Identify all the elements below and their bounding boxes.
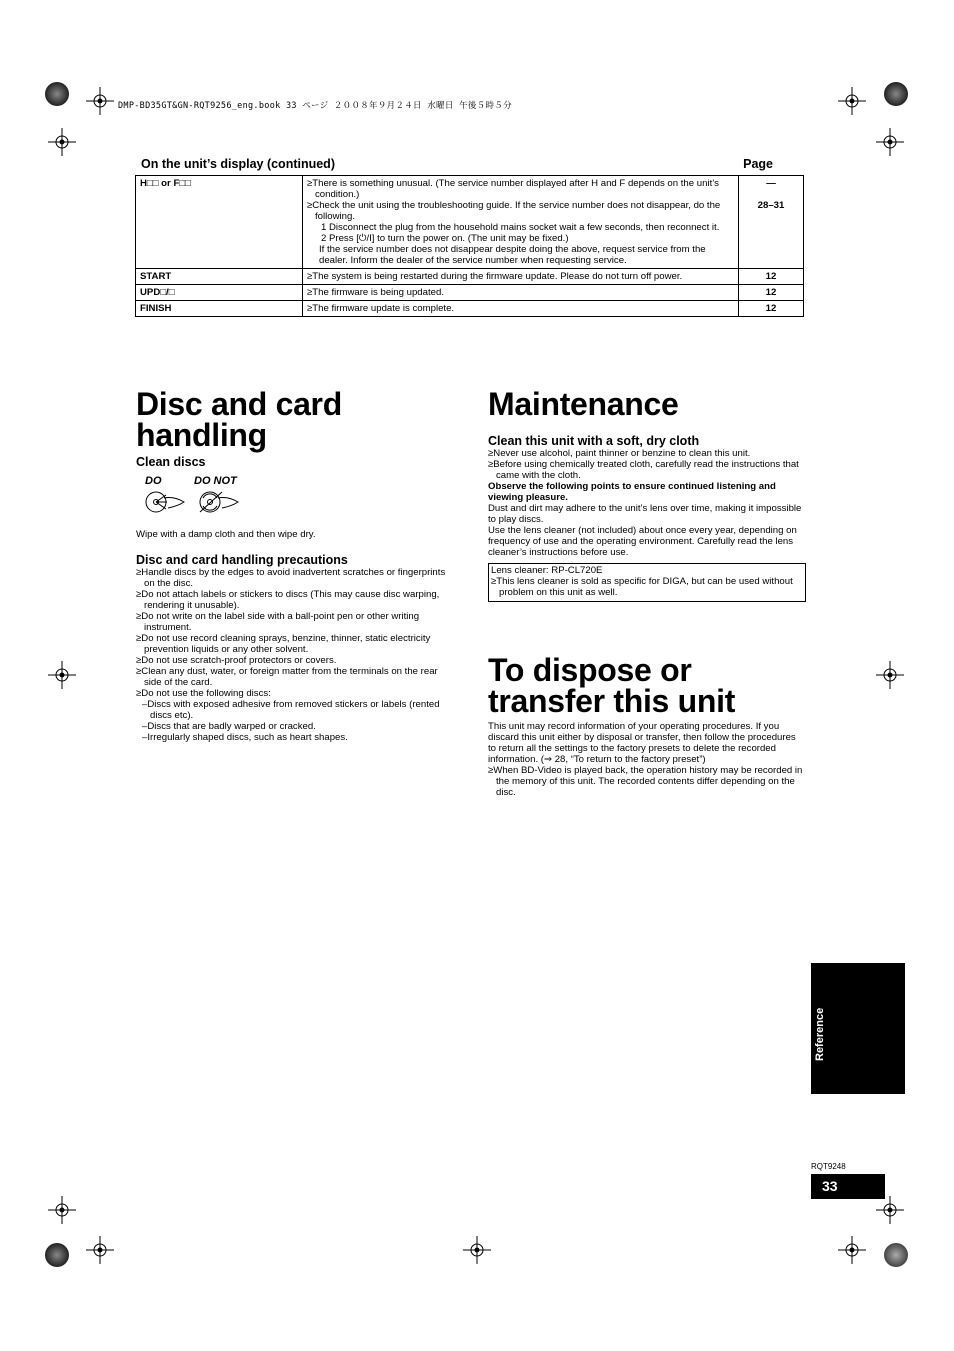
description-cell — [303, 176, 739, 269]
document-code: RQT9248 — [811, 1162, 846, 1171]
list-item: ≥Do not use the following discs: — [136, 688, 271, 699]
maintenance-title: Maintenance — [488, 386, 679, 422]
registration-dot-icon — [45, 82, 69, 106]
lens-cleaner-label: Lens cleaner: RP-CL720E — [491, 565, 603, 576]
table-heading — [141, 157, 773, 171]
list-item: ≥When BD-Video is played back, the operation history may be recorded in the memory of this unit. The recorded contents differ depending on the disc. — [488, 765, 803, 798]
precautions-heading: Disc and card handling precautions — [136, 553, 348, 567]
description-cell: ≥The firmware update is complete. — [303, 301, 739, 317]
list-item: ≥Never use alcohol, paint thinner or benzine to clean this unit. — [488, 448, 751, 459]
display-table — [135, 175, 804, 317]
list-item: ≥Do not use scratch-proof protectors or covers. — [136, 655, 337, 666]
table-row — [136, 285, 804, 301]
code-cell: H□□ or F□□ — [136, 176, 303, 269]
code-cell: FINISH — [136, 301, 303, 317]
crop-mark-icon — [48, 128, 76, 156]
crop-mark-icon — [48, 1196, 76, 1224]
list-item: –Discs that are badly warped or cracked. — [142, 721, 316, 732]
list-item: ≥This lens cleaner is sold as specific for DIGA, but can be used without problem on this unit as well. — [491, 576, 793, 598]
bold-note: Observe the following points to ensure continued listening and viewing pleasure. — [488, 481, 776, 503]
do-label: DO — [145, 475, 162, 487]
page-number: 33 — [811, 1174, 885, 1199]
dispose-section — [488, 652, 806, 798]
table-row — [136, 176, 804, 269]
crop-mark-icon — [838, 1236, 866, 1264]
crop-mark-icon — [48, 661, 76, 689]
list-item: ≥Do not attach labels or stickers to discs (This may cause disc warping, rendering it unusable). — [136, 589, 440, 611]
disc-wipe-radial-icon — [142, 490, 188, 519]
table-row — [136, 269, 804, 285]
paragraph: This unit may record information of your operating procedures. If you discard this unit either by disposal or transfer, then follow the procedures to return all the settings to the factory presets to delete the recorded information. (⇒ 28, “To return to the factory preset”) — [488, 721, 796, 765]
description-cell: ≥The firmware is being updated. — [303, 285, 739, 301]
wipe-text: Wipe with a damp cloth and then wipe dry. — [136, 529, 316, 540]
crop-mark-icon — [876, 1196, 904, 1224]
print-header: DMP-BD35GT&GN-RQT9256_eng.book 33 ページ ２００８年９月２４日 水曜日 午後５時５分 — [118, 101, 512, 111]
reference-tab — [811, 963, 905, 1094]
description-cell: ≥The system is being restarted during the firmware update. Please do not turn off power. — [303, 269, 739, 285]
list-item: ≥Before using chemically treated cloth, carefully read the instructions that came with the cloth. — [488, 459, 799, 481]
step-item: 2 Press [⏻/I] to turn the power on. (The unit may be fixed.) — [321, 233, 569, 244]
registration-dot-icon — [45, 1243, 69, 1267]
crop-mark-icon — [86, 1236, 114, 1264]
paragraph: Use the lens cleaner (not included) about once every year, depending on frequency of use and the operating environment. Carefully read the lens cleaner’s instructions before use. — [488, 525, 797, 558]
code-cell: UPD□/□ — [136, 285, 303, 301]
lens-cleaner-box — [488, 563, 806, 602]
crop-mark-icon — [463, 1236, 491, 1264]
code-cell: START — [136, 269, 303, 285]
list-item: ≥Do not write on the label side with a ball-point pen or other writing instrument. — [136, 611, 420, 633]
note-text: If the service number does not disappear despite doing the above, request service from the dealer. Inform the dealer of the service number when requesting service. — [319, 244, 706, 266]
table-title: On the unit’s display (continued) — [141, 157, 335, 171]
page-column-heading: Page — [743, 157, 773, 171]
list-item: ≥There is something unusual. (The service number displayed after H and F depends on the unit’s condition.) — [307, 178, 719, 200]
disc-section — [136, 386, 451, 743]
page-cell: 12 — [739, 269, 804, 285]
reference-tab-label: Reference — [814, 1007, 826, 1061]
disc-wipe-circular-icon — [196, 490, 244, 519]
crop-mark-icon — [86, 87, 114, 115]
registration-dot-icon — [884, 82, 908, 106]
paragraph: Dust and dirt may adhere to the unit’s lens over time, making it impossible to play discs. — [488, 503, 802, 525]
list-item: ≥Do not use record cleaning sprays, benzine, thinner, static electricity prevention liquids or any other solvent. — [136, 633, 431, 655]
crop-mark-icon — [838, 87, 866, 115]
crop-mark-icon — [876, 661, 904, 689]
table-row — [136, 301, 804, 317]
page-cell: — 28–31 — [739, 176, 804, 269]
step-item: 1 Disconnect the plug from the household mains socket wait a few seconds, then reconnect it. — [321, 222, 720, 233]
disc-illustration — [136, 475, 451, 521]
crop-mark-icon — [876, 128, 904, 156]
donot-label: DO NOT — [194, 475, 237, 487]
page-cell: 12 — [739, 285, 804, 301]
dispose-title: To dispose or transfer this unit — [488, 652, 736, 719]
list-item: ≥Check the unit using the troubleshooting guide. If the service number does not disappear, do the following. — [307, 200, 721, 222]
dispose-body — [488, 721, 806, 798]
maintenance-body — [488, 448, 806, 602]
page-cell: 12 — [739, 301, 804, 317]
maintenance-section — [488, 386, 806, 602]
disc-title: Disc and card handling — [136, 386, 342, 453]
list-item: –Discs with exposed adhesive from removed stickers or labels (rented discs etc). — [142, 699, 440, 721]
maintenance-heading: Clean this unit with a soft, dry cloth — [488, 434, 700, 448]
list-item: ≥Clean any dust, water, or foreign matter from the terminals on the rear side of the card. — [136, 666, 438, 688]
precautions-list — [136, 567, 451, 743]
list-item: –Irregularly shaped discs, such as heart shapes. — [142, 732, 348, 743]
clean-discs-heading: Clean discs — [136, 455, 206, 469]
list-item: ≥Handle discs by the edges to avoid inadvertent scratches or fingerprints on the disc. — [136, 567, 446, 589]
registration-dot-icon — [884, 1243, 908, 1267]
